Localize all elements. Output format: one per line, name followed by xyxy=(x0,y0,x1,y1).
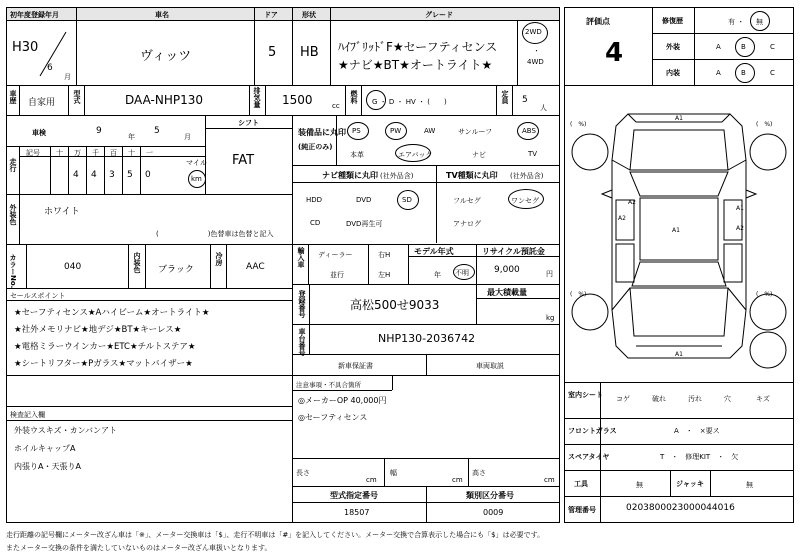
tv-analog: アナログ xyxy=(453,220,481,228)
mileage-col-line xyxy=(50,146,51,194)
equipment-item: ABS xyxy=(522,127,536,135)
month-unit: 月 xyxy=(64,73,71,81)
mgmt-value: 0203800023000044016 xyxy=(626,503,735,513)
sales-point-line: ★社外メモリナビ★地デジ★BT★キーレス★ xyxy=(14,325,182,335)
navi-sd: SD xyxy=(402,196,412,204)
sales-point-label: セールスポイント xyxy=(10,292,66,300)
wheel-rl-label: ( %) xyxy=(570,291,587,298)
class-no-value: 0009 xyxy=(483,508,504,517)
notes-line1: ◎メーカーOP 40,000円 xyxy=(298,396,387,405)
first-reg-month: 6 xyxy=(47,63,53,73)
height-unit: cm xyxy=(544,476,555,484)
seat-item: コゲ xyxy=(616,395,630,403)
sales-point-line: ★シートリフター★Pガラス★マットバイザー★ xyxy=(14,359,193,369)
car-name: ヴィッツ xyxy=(140,49,192,64)
drive-2wd: 2WD xyxy=(525,28,542,36)
model-value: DAA-NHP130 xyxy=(125,93,203,107)
diagram-pillar-label: A1 xyxy=(736,205,744,212)
height-label: 高さ xyxy=(472,469,486,477)
first-reg-era: H30 xyxy=(12,40,39,55)
shape-label: 形状 xyxy=(302,11,316,19)
wheel-fr-label: ( %) xyxy=(756,121,773,128)
model-year-label: モデル年式 xyxy=(414,247,454,256)
color-value: ホワイト xyxy=(44,207,80,217)
inspection-year: 9 xyxy=(96,126,102,136)
length-label: 長さ xyxy=(296,469,310,477)
seat-item: 穴 xyxy=(724,395,731,403)
header-label-row xyxy=(6,7,560,21)
width-label: 幅 xyxy=(390,469,397,477)
import-left: 左H xyxy=(378,271,391,279)
color-label: 外装色 xyxy=(9,204,17,225)
usage-label: 車歴 xyxy=(9,90,17,104)
mileage-unit: 千 xyxy=(92,149,99,157)
equipment-range: (純正のみ) xyxy=(298,143,333,151)
color-no-value: 040 xyxy=(64,262,82,272)
spare-label: スペアタイヤ xyxy=(568,453,610,461)
navi-dvd: DVD xyxy=(356,196,372,204)
sales-point-line: ★セーフティセンス★Aハイビーム★オートライト★ xyxy=(14,308,210,318)
tv-label: TV種類に丸印 xyxy=(446,171,498,180)
diagram-front-bumper-label: A1 xyxy=(675,115,683,122)
width-unit: cm xyxy=(452,476,463,484)
diagram-left-side-label: A2 xyxy=(618,215,626,222)
chassis-value: NHP130-2036742 xyxy=(378,332,476,345)
capacity-value: 5 xyxy=(522,95,528,105)
grade-line2: ★ナビ★BT★オートライト★ xyxy=(338,58,493,72)
mgmt-label: 管理番号 xyxy=(568,506,596,514)
diagram-rear-bumper-label: A1 xyxy=(675,351,683,358)
jack-label: ジャッキ xyxy=(676,480,704,488)
type-no-label: 型式指定番号 xyxy=(330,491,378,500)
equipment-item: TV xyxy=(528,150,538,158)
inspection-month-unit: 月 xyxy=(184,133,191,141)
import-right: 右H xyxy=(378,251,391,259)
equipment-item: AW xyxy=(424,127,436,135)
mileage-unit: 十 xyxy=(56,149,63,157)
mileage-col-line xyxy=(122,146,123,194)
equipment-label: 装備品に丸印 xyxy=(298,128,346,137)
model-year-unknown: 不明 xyxy=(455,269,469,277)
equipment-item: エアバック xyxy=(398,151,433,159)
navi-hdd: HDD xyxy=(306,196,323,204)
navi-sub: (社外品含) xyxy=(380,172,414,180)
body-shape: HB xyxy=(300,45,319,60)
mileage-digit: 4 xyxy=(91,170,97,180)
exterior-c: C xyxy=(770,43,775,51)
fuel-options: G ・ D ・ HV ・ ( ) xyxy=(372,98,447,106)
equipment-item: PW xyxy=(390,127,402,135)
mile-label: マイル xyxy=(186,159,207,167)
seat-label: 室内シート xyxy=(568,391,603,399)
mileage-unit: 百 xyxy=(110,149,117,157)
mileage-unit: 万 xyxy=(74,149,81,157)
wheel-rr-label: ( %) xyxy=(756,291,773,298)
diagram-roof-label: A1 xyxy=(672,227,680,234)
windshield-options: A ・ ×要ス xyxy=(674,427,720,435)
type-no-value: 18507 xyxy=(344,508,370,517)
mileage-col-line xyxy=(86,146,87,194)
mileage-digit: 4 xyxy=(73,170,79,180)
score-value: 4 xyxy=(605,38,624,68)
chassis-label: 車台番号 xyxy=(298,328,306,356)
recycle-label: リサイクル預託金 xyxy=(482,247,545,256)
recycle-unit: 円 xyxy=(546,270,553,278)
navi-dvd-play: DVD再生可 xyxy=(346,220,383,228)
notes-line2: ◎セーフティセンス xyxy=(298,413,368,422)
ac-value: AAC xyxy=(246,262,265,272)
inspector-label: 検査記入欄 xyxy=(10,411,45,419)
interior-a: A xyxy=(716,69,721,77)
door-count: 5 xyxy=(268,45,277,60)
car-name-label: 車名 xyxy=(155,11,169,19)
mileage-col-line xyxy=(68,146,69,194)
tools-label: 工具 xyxy=(574,480,588,488)
exterior-label: 外装 xyxy=(666,43,680,51)
mileage-unit: 十 xyxy=(128,149,135,157)
car-damage-diagram xyxy=(566,100,792,370)
exterior-a: A xyxy=(716,43,721,51)
inspector-line3: 内張りA・天張りA xyxy=(14,462,81,471)
registration-value: 高松500せ9033 xyxy=(350,298,440,312)
interior-b: B xyxy=(741,69,746,77)
interior-color-value: ブラック xyxy=(158,265,194,275)
capacity-label: 定員 xyxy=(501,90,509,104)
first-reg-label: 初年度登録年月 xyxy=(10,11,59,19)
registration-label: 登録番号 xyxy=(298,290,306,318)
interior-label: 内装 xyxy=(666,69,680,77)
model-year-unit: 年 xyxy=(434,271,441,279)
color-no-label: カラーNo. xyxy=(9,254,17,289)
seat-item: キズ xyxy=(756,395,770,403)
cc-unit: cc xyxy=(332,102,340,110)
fuel-label: 燃料 xyxy=(350,90,358,104)
mileage-sign-label: 記号 xyxy=(26,149,40,157)
sales-point-line: ★電格ミラーウインカー★ETC★チルトステア★ xyxy=(14,342,196,352)
km-unit: km xyxy=(191,175,202,183)
door-label: ドア xyxy=(264,11,278,19)
usage-value: 自家用 xyxy=(28,98,56,108)
color-note: ( )色替車は色替と記入 xyxy=(156,230,274,238)
drive-4wd: 4WD xyxy=(527,58,544,66)
score-label: 評価点 xyxy=(586,17,610,26)
car-manual: 車両取説 xyxy=(476,362,504,370)
diagram-left-front-label: A2 xyxy=(628,199,636,206)
displacement-label: 排気量 xyxy=(253,87,261,108)
navi-label: ナビ種類に丸印 xyxy=(322,171,378,180)
length-unit: cm xyxy=(366,476,377,484)
mileage-label: 走行 xyxy=(9,158,17,172)
import-parallel: 並行 xyxy=(330,271,344,279)
model-label: 型式 xyxy=(73,90,81,104)
inspection-month: 5 xyxy=(154,126,160,136)
inspector-line1: 外装ウスキズ・カンバンアト xyxy=(14,426,118,435)
shift-value: FAT xyxy=(232,153,255,168)
capacity-unit: 人 xyxy=(540,104,547,112)
interior-c: C xyxy=(770,69,775,77)
new-car-warranty: 新車保証書 xyxy=(338,362,373,370)
displacement-value: 1500 xyxy=(282,93,313,107)
grade-line1: ﾊｲﾌﾞﾘｯﾄﾞF★セーフティセンス xyxy=(338,40,498,54)
max-load-label: 最大積載量 xyxy=(487,288,527,297)
mileage-digit: 0 xyxy=(145,170,151,180)
import-label: 輸入車 xyxy=(297,247,305,268)
tv-sub: (社外品含) xyxy=(510,172,544,180)
tv-fullseg: フルセグ xyxy=(453,197,481,205)
mileage-unit: 一 xyxy=(146,149,153,157)
repair-label: 修復歴 xyxy=(662,17,683,25)
inspection-label: 車検 xyxy=(32,129,46,137)
inspection-year-unit: 年 xyxy=(128,133,135,141)
tv-oneseg: ワンセグ xyxy=(511,197,539,205)
jack-value: 無 xyxy=(746,481,753,489)
recycle-value: 9,000 xyxy=(494,265,520,275)
spare-options: T ・ 修理KIT ・ 欠 xyxy=(660,453,739,461)
diagram-right-side-label: A2 xyxy=(736,225,744,232)
mileage-col-line xyxy=(140,146,141,194)
ac-label: 冷房 xyxy=(215,252,223,266)
navi-cd: CD xyxy=(310,219,321,227)
mileage-digit: 3 xyxy=(109,170,115,180)
shift-label: シフト xyxy=(238,119,259,127)
inspector-line2: ホイルキャップA xyxy=(14,444,76,453)
tools-value: 無 xyxy=(636,481,643,489)
equipment-item: サンルーフ xyxy=(458,128,493,136)
footer-line2: またメーター交換の条件を満たしていないものはメーター改ざん車扱いとなります。 xyxy=(6,544,272,552)
seat-item: 破れ xyxy=(652,395,666,403)
import-dealer: ディーラー xyxy=(318,251,353,259)
equipment-item: PS xyxy=(352,127,361,135)
exterior-b: B xyxy=(741,43,746,51)
equipment-item: ナビ xyxy=(472,151,486,159)
seat-item: 汚れ xyxy=(688,395,702,403)
footer-line1: 走行距離の記号欄にメーター改ざん車は「※」、メーター交換車は「$」、走行不明車は「#」を記入してください。メーター交換で合算表示した場合にも「$」は必要です。 xyxy=(6,531,545,539)
repair-none: 無 xyxy=(756,18,763,26)
mileage-col-line xyxy=(104,146,105,194)
equipment-item: 本革 xyxy=(350,151,364,159)
mileage-digit: 5 xyxy=(127,170,133,180)
interior-color-label: 内装色 xyxy=(133,252,141,273)
wheel-fl-label: ( %) xyxy=(570,121,587,128)
class-no-label: 類別区分番号 xyxy=(466,491,514,500)
grade-label: グレード xyxy=(425,11,453,19)
windshield-label: フロントガラス xyxy=(568,427,617,435)
kg-unit: kg xyxy=(546,314,555,322)
notes-label: 注意事項・不具合箇所 xyxy=(296,381,361,389)
repair-yes: 有 ・ xyxy=(728,18,745,26)
